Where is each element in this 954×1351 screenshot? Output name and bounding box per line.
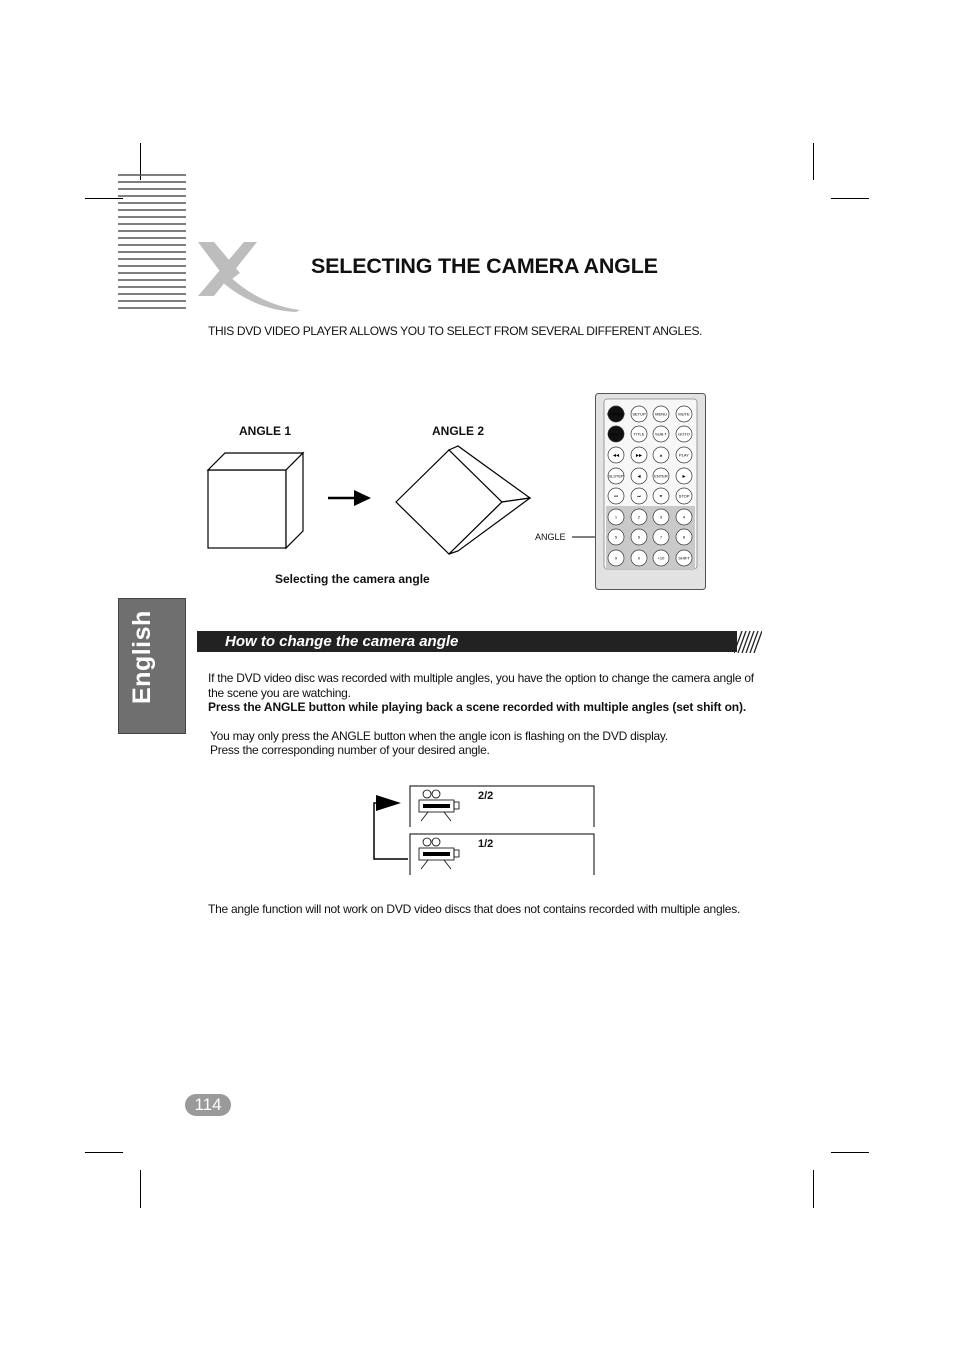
remote-button-label: MENU xyxy=(655,411,667,417)
angle-diagram xyxy=(200,445,540,560)
paragraph-instruction: Press the ANGLE button while playing back a scene recorded with multiple angles (set shift on). xyxy=(208,700,747,714)
remote-button-label: PLAY xyxy=(679,452,689,458)
remote-button-label: 6 xyxy=(637,534,641,540)
angle1-label: ANGLE 1 xyxy=(239,424,292,438)
remote-button-label: 1 xyxy=(614,514,618,520)
osd-angle-bottom: 1/2 xyxy=(478,838,494,850)
remote-button-label: ⏭ xyxy=(637,493,641,499)
remote-button-label: SETUP xyxy=(632,411,646,417)
remote-control xyxy=(595,393,707,591)
remote-button-label: 5 xyxy=(614,534,618,540)
remote-button-label: ▼ xyxy=(659,493,663,499)
crop-mark xyxy=(85,1152,123,1153)
remote-button-label: MUTE xyxy=(678,411,690,417)
remote-button-label: ENTER xyxy=(654,473,668,479)
angle-callout-label: ANGLE xyxy=(535,532,566,542)
logo-stripes xyxy=(118,175,186,308)
cube-angle1 xyxy=(208,453,303,548)
remote-button-label: DISPLAY xyxy=(607,431,625,437)
remote-button-label: ◀ xyxy=(637,473,641,479)
paragraph-note-flashing: You may only press the ANGLE button when the angle icon is flashing on the DVD display. xyxy=(210,729,668,743)
cube-angle2 xyxy=(396,446,530,554)
remote-button-label: ▶ xyxy=(682,473,686,479)
paragraph-intro: If the DVD video disc was recorded with multiple angles, you have the option to change the camera angle of the scene you are watching. xyxy=(208,671,754,700)
crop-mark xyxy=(140,1170,141,1208)
remote-button-label: ⏮ xyxy=(614,493,618,499)
crop-mark xyxy=(831,198,869,199)
crop-mark xyxy=(831,1152,869,1153)
diagram-caption: Selecting the camera angle xyxy=(275,572,430,586)
crop-mark xyxy=(813,1170,814,1208)
remote-button-label: 0 xyxy=(637,555,641,561)
section-header-hatch xyxy=(734,631,762,653)
crop-mark xyxy=(813,143,814,180)
paragraph-limitation: The angle function will not work on DVD video discs that does not contains recorded with multiple angles. xyxy=(208,902,741,916)
section-heading: How to change the camera angle xyxy=(225,633,459,650)
remote-button-label: STOP xyxy=(678,493,690,499)
remote-button-label: 3 xyxy=(659,514,663,520)
remote-button-label: 4 xyxy=(682,514,686,520)
remote-button-label: +10 xyxy=(657,555,665,561)
remote-button-label: ▲ xyxy=(659,452,663,458)
paragraph-select-number: Press the corresponding number of your desired angle. xyxy=(210,743,490,757)
remote-button-label: 8 xyxy=(682,534,686,540)
brand-logo xyxy=(110,170,310,315)
page-number: 114 xyxy=(194,1095,222,1114)
remote-button-label: GOTO xyxy=(678,431,690,437)
cycle-arrow xyxy=(374,803,408,859)
remote-button-label: 7 xyxy=(659,534,663,540)
remote-button-label: ◀◀ xyxy=(612,452,620,458)
logo-x xyxy=(198,242,300,312)
remote-button-label: ▶▶ xyxy=(635,452,643,458)
remote-button-label: SHIFT xyxy=(678,555,690,561)
remote-button-label: TITLE xyxy=(633,431,645,437)
remote-button-label: STANDBY xyxy=(606,411,626,417)
remote-button-label: SLSTEP xyxy=(608,473,624,479)
language-tab-label: English xyxy=(128,610,156,704)
arrow-right-icon xyxy=(328,490,371,506)
osd-angle-top: 2/2 xyxy=(478,790,494,802)
cycle-arrow-head xyxy=(376,795,401,811)
angle2-label: ANGLE 2 xyxy=(432,424,485,438)
remote-button-label: SUB-T xyxy=(655,431,667,437)
remote-button-label: 2 xyxy=(637,514,641,520)
remote-button-label: 9 xyxy=(614,555,618,561)
page-title: SELECTING THE CAMERA ANGLE xyxy=(311,254,658,278)
intro-text: THIS DVD VIDEO PLAYER ALLOWS YOU TO SELECT FROM SEVERAL DIFFERENT ANGLES. xyxy=(208,324,703,338)
